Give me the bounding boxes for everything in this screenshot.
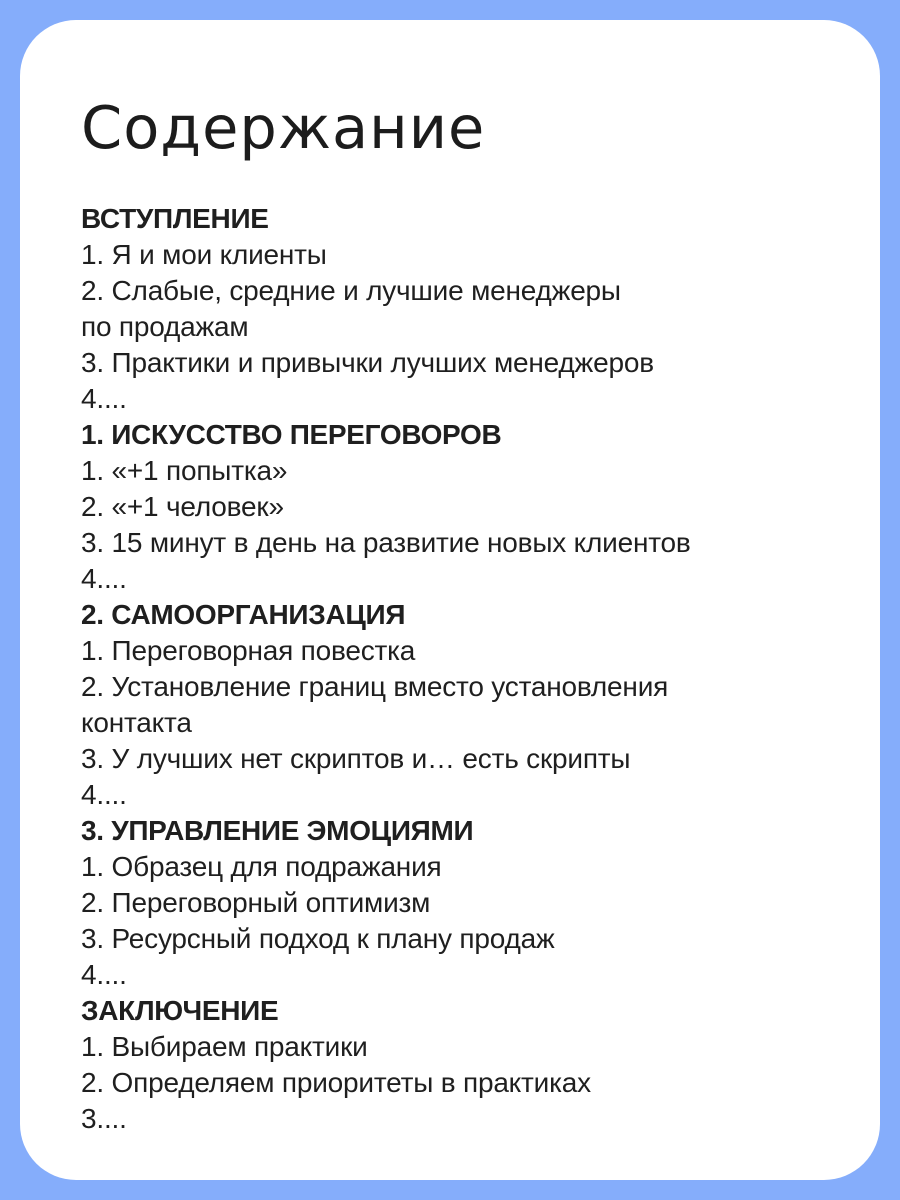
content-card [20,20,880,1180]
list-item: 1. Переговорная повестка [81,635,416,666]
list-item: по продажам [81,311,249,342]
list-item: 3. Практики и привычки лучших менеджеров [81,347,654,378]
section-negotiation [81,417,880,597]
list-item: 2. Слабые, средние и лучшие менеджеры [81,275,621,306]
page-title: Содержание [81,93,486,162]
list-item: 4.... [81,779,127,810]
list-item: 1. Выбираем практики [81,1031,368,1062]
list-item: 3. Ресурсный подход к плану продаж [81,923,555,954]
list-item: 4.... [81,959,127,990]
list-item: 4.... [81,563,127,594]
section-self-organization [81,597,880,813]
section-heading: 1. ИСКУССТВО ПЕРЕГОВОРОВ [81,419,502,450]
section-heading: 3. УПРАВЛЕНИЕ ЭМОЦИЯМИ [81,815,474,846]
section-heading: ЗАКЛЮЧЕНИЕ [81,995,279,1026]
section-emotion-management [81,813,880,993]
list-item: 2. Установление границ вместо установления [81,671,669,702]
list-item: 3.... [81,1103,127,1134]
section-introduction [81,201,880,417]
list-item: 1. «+1 попытка» [81,455,288,486]
section-heading: 2. САМООРГАНИЗАЦИЯ [81,599,406,630]
list-item: 2. Переговорный оптимизм [81,887,431,918]
list-item: 1. Я и мои клиенты [81,239,327,270]
list-item: 2. «+1 человек» [81,491,284,522]
list-item: контакта [81,707,192,738]
section-conclusion [81,993,880,1137]
list-item: 1. Образец для подражания [81,851,442,882]
list-item: 2. Определяем приоритеты в практиках [81,1067,591,1098]
list-item: 4.... [81,383,127,414]
table-of-contents [81,201,880,1137]
list-item: 3. 15 минут в день на развитие новых клиентов [81,527,691,558]
section-heading: ВСТУПЛЕНИЕ [81,203,269,234]
list-item: 3. У лучших нет скриптов и… есть скрипты [81,743,631,774]
